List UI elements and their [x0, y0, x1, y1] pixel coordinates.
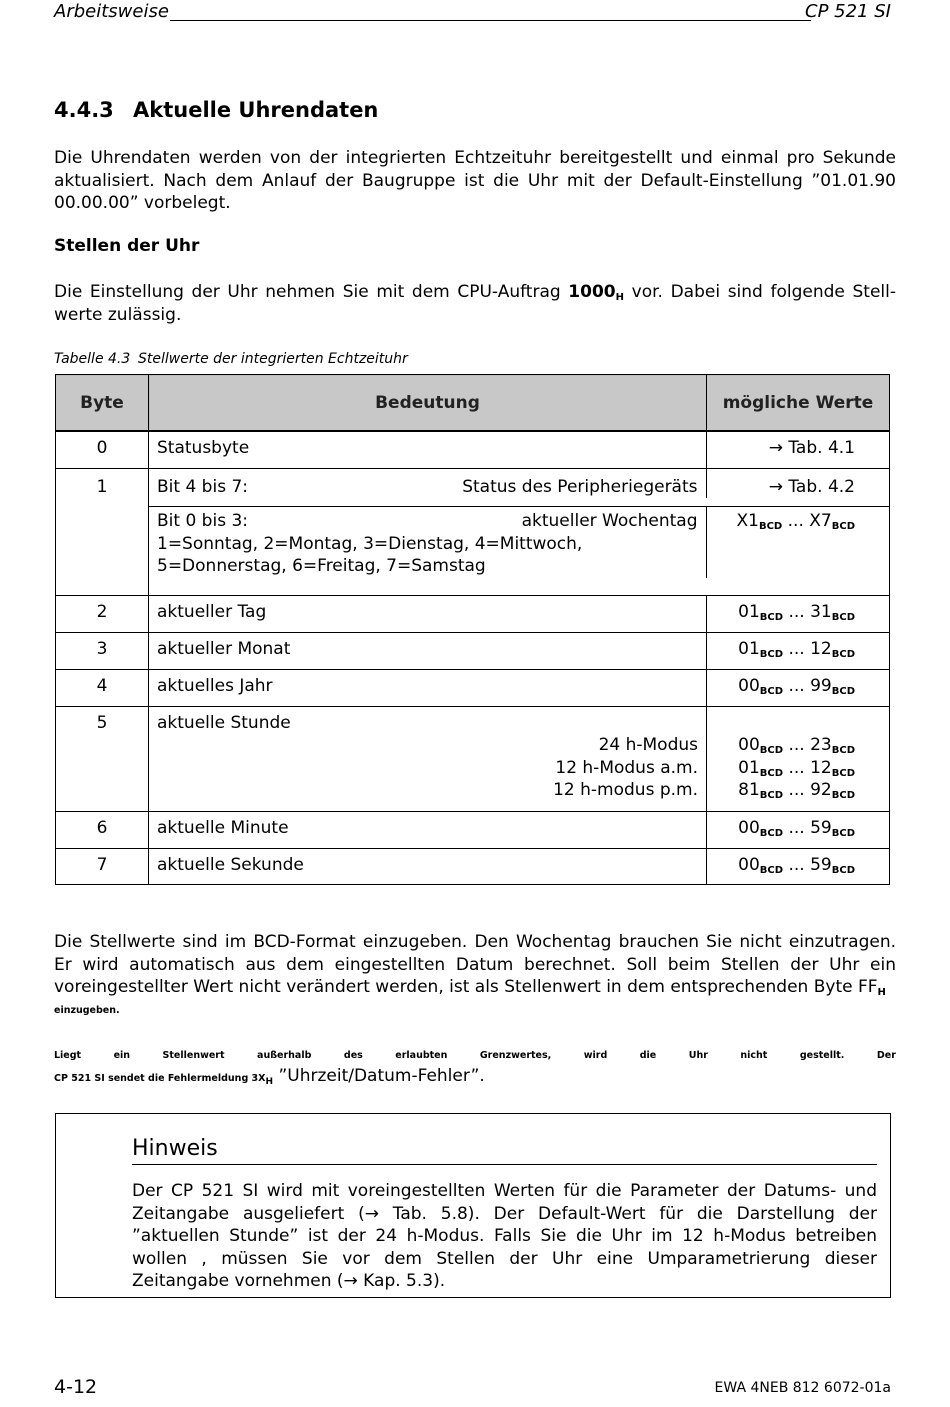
- note-rule: [132, 1164, 877, 1165]
- bcd-paragraph-tail: einzugeben.: [54, 1005, 120, 1016]
- table-header-row: [56, 375, 890, 432]
- setting-paragraph: Die Einstellung der Uhr nehmen Sie mit dem CPU-Auftrag $1000_H$ vor. Dabei sind folgende Stell-werte zulässig.: [54, 282, 896, 325]
- table-row: 1 Bit 4 bis 7: Status des Peripheriegeräts → Tab. 4.2 Bit 0 bis 3: aktueller Wochentag 1=Sonntag, 2=Montag, 3=Dienstag, 4=Mittwoch, 5=Donnerstag, 6=Freitag, 7=Samstag $X1_{BCD}$ ... $X7_{BCD}$: [56, 468, 890, 595]
- document-id: EWA 4NEB 812 6072-01a: [714, 1380, 891, 1396]
- table-caption-number: Tabelle 4.3: [54, 351, 131, 367]
- header-values: mögliche Werte: [707, 375, 890, 432]
- note-text: Der CP 521 SI wird mit voreingestellten Werten für die Parameter der Datums- und Zeitangabe ausgeliefert (→ Tab. 5.8). Der Default-Wert für die Darstellung der ”aktuellen Stunde” ist der 24 h-Modus. Falls Sie die Uhr im 12 h-Modus betreiben wollen , müssen Sie vor dem Stellen der Uhr eine Umparametrierung dieser Zeitangabe vornehmen (→ Kap. 5.3).: [132, 1181, 877, 1291]
- header-rule: [170, 20, 811, 21]
- running-header-left: Arbeitsweise: [54, 1, 169, 22]
- subheading: Stellen der Uhr: [54, 236, 200, 256]
- table-row: 7 aktuelle Sekunde $00_{BCD}$ ... $59_{BCD}$: [56, 848, 890, 884]
- section-title: Aktuelle Uhrendaten: [133, 98, 379, 122]
- table-row: 6 aktuelle Minute $00_{BCD}$ ... $59_{BCD}$: [56, 811, 890, 848]
- note-box: [55, 1113, 891, 1298]
- intro-paragraph: Die Uhrendaten werden von der integrierten Echtzeituhr bereitgestellt und einmal pro Sekunde aktualisiert. Nach dem Anlauf der Baugruppe ist die Uhr mit der Default-Einstellung ”01.01.90 00.00.00” vorbelegt.: [54, 148, 896, 213]
- table-row: 5 aktuelle Stunde 24 h-Modus 12 h-Modus a.m. 12 h-modus p.m. $00_{BCD}$ ... $23_{BCD}$ $01_{BCD}$ ... $12_{BCD}$ $81_{BCD}$ ... $92_{BCD}$: [56, 706, 890, 811]
- section-number: 4.4.3: [54, 98, 114, 122]
- error-paragraph-line2: CP 521 SI sendet die Fehlermeldung $3X_H$ ”Uhrzeit/Datum-Fehler”.: [54, 1066, 485, 1087]
- table-row: 0 Statusbyte → Tab. 4.1: [56, 431, 890, 468]
- table-caption-text: Stellwerte der integrierten Echtzeituhr: [138, 351, 408, 367]
- table-row: 3 aktueller Monat $01_{BCD}$ ... $12_{BCD}$: [56, 632, 890, 669]
- header-meaning: Bedeutung: [149, 375, 707, 432]
- cpu-job-code: $1000_H$: [568, 282, 624, 303]
- header-byte: Byte: [56, 375, 149, 432]
- table-row: 2 aktueller Tag $01_{BCD}$ ... $31_{BCD}$: [56, 595, 890, 632]
- running-header-right: CP 521 SI: [805, 1, 891, 22]
- table-row: 4 aktuelles Jahr $00_{BCD}$ ... $99_{BCD}$: [56, 669, 890, 706]
- section-heading: [54, 98, 378, 122]
- error-paragraph-line1: Liegt ein Stellenwert außerhalb des erlaubten Grenzwertes, wird die Uhr nicht gestellt. Der: [54, 1050, 896, 1061]
- note-title: Hinweis: [132, 1136, 218, 1161]
- page-number: 4-12: [54, 1376, 98, 1398]
- table-caption: [54, 351, 408, 367]
- settings-table: [55, 374, 890, 885]
- bcd-paragraph: Die Stellwerte sind im BCD-Format einzugeben. Den Wochentag brauchen Sie nicht einzutragen. Er wird automatisch aus dem eingestellten Datum berechnet. Soll beim Stellen der Uhr ein voreingestellter Wert nicht verändert werden, ist als Stellenwert in dem entsprechenden Byte $FF_H$: [54, 932, 896, 998]
- ff-code: $FF_H$: [857, 977, 886, 998]
